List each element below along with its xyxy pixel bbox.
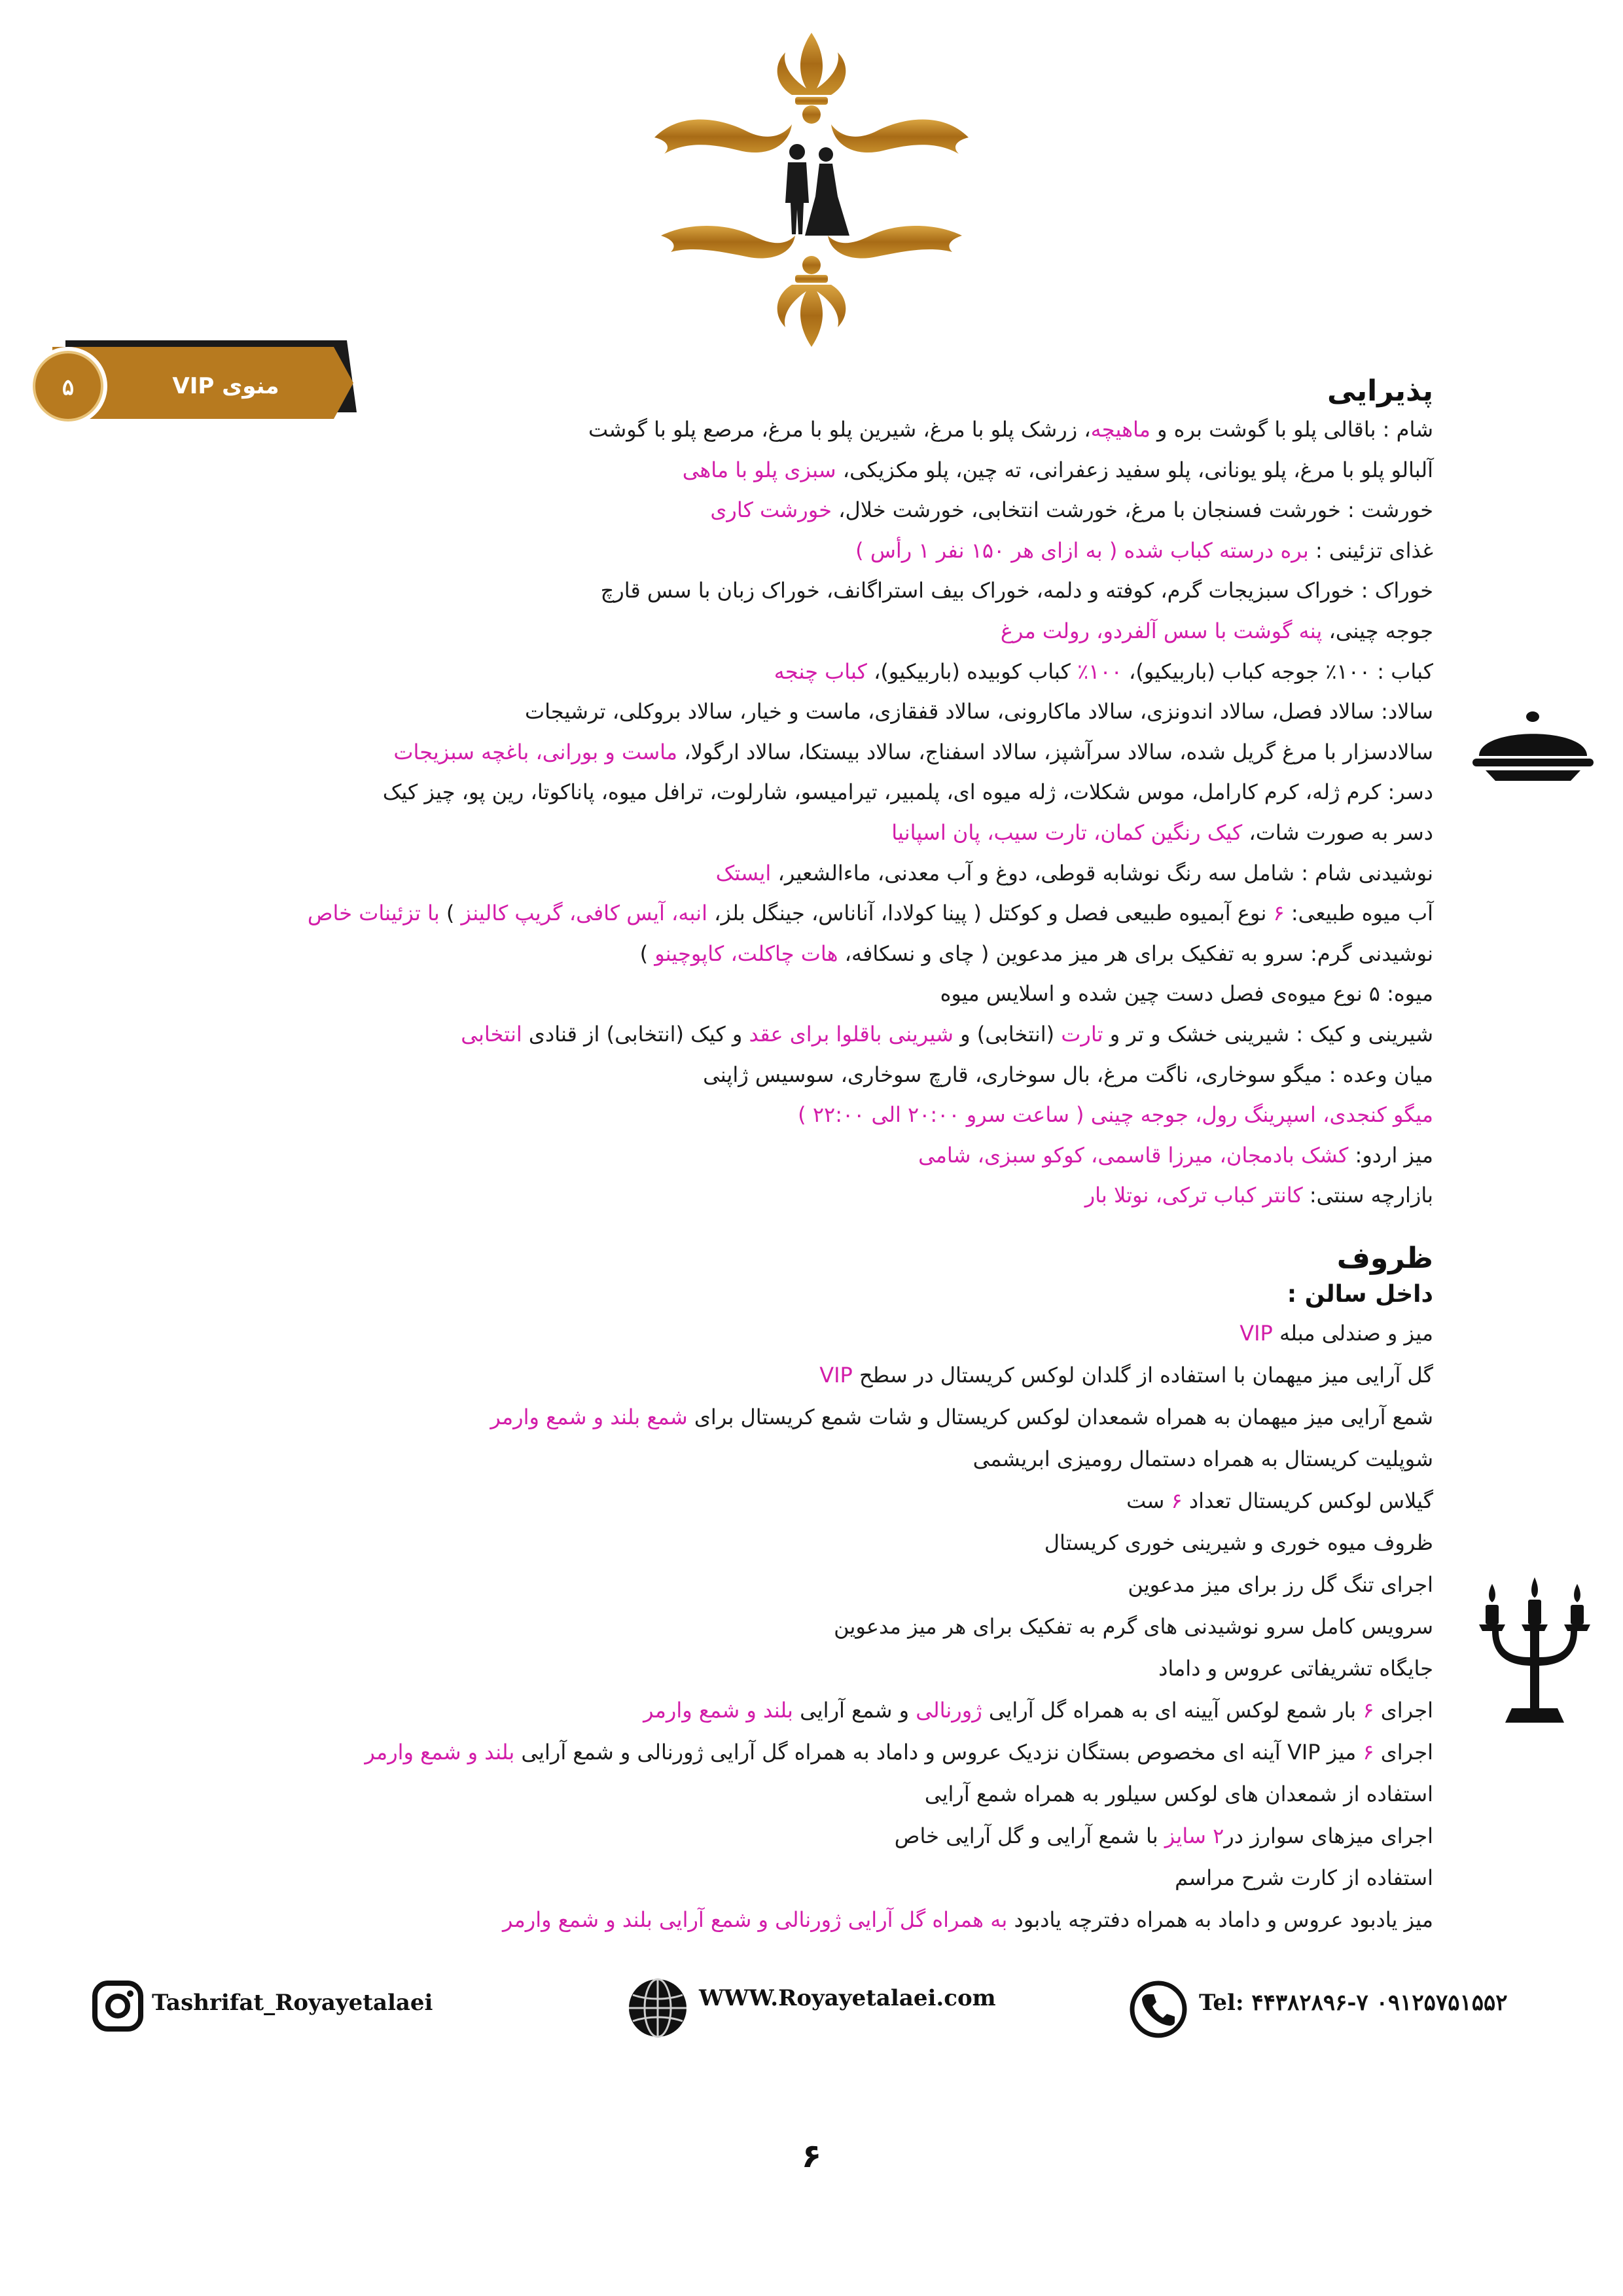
reception-line <box>59 611 1433 652</box>
body-text: بازارچه سنتی: <box>1302 1183 1433 1208</box>
highlighted-text: ۶ <box>1273 901 1285 926</box>
highlighted-text: ۱۰۰٪ <box>1077 658 1122 684</box>
body-text: نوشیدنی شام : شامل سه رنگ نوشابه قوطی، دوغ و آب معدنی، ماءالشعیر، <box>771 860 1433 886</box>
body-text: اجرای تنگ گل رز برای میز مدعوین <box>1128 1572 1433 1597</box>
highlighted-text: کیک رنگین کمان، تارت سیب، پان اسپانیا <box>891 819 1243 845</box>
body-text: شام : باقالی پلو با گوشت بره و <box>1150 417 1433 442</box>
highlighted-text: خورشت کاری <box>710 497 832 523</box>
highlighted-text: ژورنالی <box>916 1698 982 1723</box>
body-text: کباب : ۱۰۰٪ جوجه کباب (باربیکیو)، <box>1122 658 1433 684</box>
telephone-numbers[interactable]: Tel: ۴۴۳۸۲۸۹۶-۷ ۰۹۱۲۵۷۵۱۵۵۲ <box>1199 1990 1508 2016</box>
candelabra-icon <box>1472 1577 1597 1728</box>
tableware-line <box>59 1605 1433 1647</box>
body-text: گیلاس لوکس کریستال تعداد <box>1182 1488 1433 1513</box>
reception-line <box>59 1014 1433 1055</box>
tableware-line <box>59 1354 1433 1396</box>
highlighted-text: شیرینی باقلوا برای عقد <box>749 1021 954 1047</box>
body-text: میان وعده : میگو سوخاری، ناگت مرغ، بال سوخاری، قارچ سوخاری، سوسیس ژاپنی <box>703 1062 1433 1087</box>
reception-line <box>59 813 1433 853</box>
body-text: جایگاه تشریفاتی عروس و داماد <box>1158 1656 1433 1681</box>
body-text: کباب کوبیده (باربیکیو)، <box>866 658 1078 684</box>
reception-line <box>59 732 1433 773</box>
body-text: استفاده از کارت شرح مراسم <box>1175 1865 1433 1890</box>
reception-list <box>59 410 1433 1216</box>
reception-line <box>59 692 1433 732</box>
body-text: و کیک (انتخابی) از قنادی <box>522 1021 749 1047</box>
body-text: شوپلیت کریستال به همراه دستمال رومیزی ابریشمی <box>972 1446 1433 1471</box>
body-text: و شمع آرایی <box>793 1698 916 1723</box>
body-text: سالادسزار با مرغ گریل شده، سالاد سرآشپز، سالاد اسفناج، سالاد بیستکا، سالاد ارگولا، <box>677 739 1433 764</box>
highlighted-text: انبه، آیس کافی، گریپ کالینز <box>461 901 707 926</box>
highlighted-text: کباب چنجه <box>774 658 867 684</box>
body-text: آب میوه طبیعی: <box>1284 901 1433 926</box>
reception-line <box>59 450 1433 491</box>
highlighted-text: VIP <box>819 1363 853 1388</box>
tableware-line <box>59 1480 1433 1522</box>
highlighted-text: بلند و شمع وارمر <box>643 1698 793 1723</box>
highlighted-text: ۶ <box>1171 1488 1183 1513</box>
body-text: خورشت : خورشت فسنجان با مرغ، خورشت انتخابی، خورشت خلال، <box>832 497 1433 523</box>
highlighted-text: انتخابی <box>461 1021 522 1047</box>
highlighted-text: ۶ <box>1363 1740 1374 1765</box>
food-cloche-icon <box>1472 710 1594 782</box>
body-text: میز و صندلی مبله <box>1272 1321 1433 1346</box>
reception-line <box>59 893 1433 934</box>
reception-line <box>59 934 1433 975</box>
reception-line <box>59 1095 1433 1136</box>
section-number-badge: ۵ <box>62 374 75 401</box>
highlighted-text: ماست و بورانی، باغچه سبزیجات <box>393 739 678 764</box>
body-text: شیرینی و کیک : شیرینی خشک و تر و <box>1103 1021 1433 1047</box>
highlighted-text: کشک بادمجان، میرزا قاسمی، کوکو سبزی، شامی <box>918 1142 1349 1168</box>
reception-line <box>59 1055 1433 1096</box>
body-text: میز یادبود عروس و داماد به همراه دفترچه یادبود <box>1007 1907 1433 1932</box>
tableware-line <box>59 1773 1433 1815</box>
body-text: اجرای <box>1374 1740 1433 1765</box>
highlighted-text: هات چاکلت، کاپوچینو <box>654 941 838 966</box>
tableware-line <box>59 1312 1433 1354</box>
tableware-line <box>59 1564 1433 1605</box>
tableware-heading: ظروف <box>1336 1242 1433 1275</box>
reception-line <box>59 974 1433 1014</box>
body-text: استفاده از شمعدان های لوکس سیلور به همراه شمع آرایی <box>924 1782 1433 1806</box>
highlighted-text: بلند و شمع وارمر <box>365 1740 515 1765</box>
body-text: ، زرشک پلو با مرغ، شیرین پلو با مرغ، مرصع پلو با گوشت <box>588 417 1091 442</box>
reception-line <box>59 772 1433 813</box>
website-link[interactable]: WWW.Royayetalaei.com <box>699 1985 996 2011</box>
reception-line <box>59 1175 1433 1216</box>
tableware-line <box>59 1647 1433 1689</box>
tableware-subheading: داخل سالن : <box>1287 1281 1433 1308</box>
body-text: ظروف میوه خوری و شیرینی خوری کریستال <box>1044 1530 1433 1555</box>
tableware-section <box>59 1240 1433 1941</box>
tableware-line <box>59 1857 1433 1899</box>
highlighted-text: ۶ <box>1363 1698 1374 1723</box>
highlighted-text: کانتر کباب ترکی، نوتلا بار <box>1084 1183 1303 1208</box>
body-text: ست <box>1126 1488 1171 1513</box>
reception-line <box>59 410 1433 450</box>
highlighted-text: ۲ سایز <box>1164 1823 1224 1848</box>
tableware-line <box>59 1731 1433 1773</box>
body-text: سالاد: سالاد فصل، سالاد اندونزی، سالاد ماکارونی، سالاد قفقازی، ماست و خیار، سالاد بروکلی، ترشیجات <box>524 699 1433 725</box>
body-text: آلبالو پلو با مرغ، پلو یونانی، پلو سفید زعفرانی، ته چین، پلو مکزیکی، <box>836 457 1433 482</box>
tableware-list <box>59 1312 1433 1941</box>
reception-line <box>59 490 1433 531</box>
globe-icon[interactable] <box>625 1975 690 2041</box>
wedding-couple-ornament-logo <box>641 26 982 353</box>
phone-icon[interactable] <box>1129 1980 1188 2039</box>
body-text: جوجه چینی، <box>1322 618 1433 643</box>
body-text: نوشیدنی گرم: سرو به تفکیک برای هر میز مدعوین ( چای و نسکافه، <box>838 941 1433 966</box>
body-text: اجرای <box>1374 1698 1433 1723</box>
tableware-line <box>59 1689 1433 1731</box>
reception-line <box>59 1136 1433 1176</box>
body-text: غذای تزئینی : <box>1308 537 1433 563</box>
body-text: اجرای میزهای سوارز در <box>1224 1823 1433 1848</box>
reception-line <box>59 531 1433 571</box>
tableware-line <box>59 1522 1433 1564</box>
tableware-line <box>59 1438 1433 1480</box>
body-text: دسر به صورت شات، <box>1242 819 1433 845</box>
body-text: گل آرایی میز میهمان با استفاده از گلدان لوکس کریستال در سطح <box>852 1363 1433 1388</box>
reception-line <box>59 652 1433 692</box>
reception-line <box>59 853 1433 894</box>
body-text: شمع آرایی میز میهمان به همراه شمعدان لوکس کریستال و شات شمع کریستال برای <box>687 1405 1433 1429</box>
highlighted-text: با تزئینات خاص <box>307 901 440 926</box>
section-tab-label: منوی VIP <box>172 373 279 399</box>
highlighted-text: به همراه گل آرایی ژورنالی و شمع آرایی بلند و شمع وارمر <box>502 1907 1008 1932</box>
highlighted-text: ایستک <box>715 860 772 886</box>
body-text: بار شمع لوکس آیینه ای به همراه گل آرایی <box>982 1698 1363 1723</box>
body-text: سرویس کامل سرو نوشیدنی های گرم به تفکیک برای هر میز مدعوین <box>834 1614 1433 1639</box>
highlighted-text: پنه گوشت با سس آلفردو، رولت مرغ <box>1000 618 1323 643</box>
body-text: (انتخابی) و <box>953 1021 1061 1047</box>
highlighted-text: بره درسته کباب شده ( به ازای هر ۱۵۰ نفر ۱ رأس ) <box>855 537 1309 563</box>
body-text: ) <box>439 901 461 926</box>
body-text: خوراک : خوراک سبزیجات گرم، کوفته و دلمه، خوراک بیف استراگانف، خوراک زبان با سس قارچ <box>600 578 1433 603</box>
reception-heading: پذیرایی <box>1327 374 1433 408</box>
highlighted-text: تارت <box>1061 1021 1103 1047</box>
highlighted-text: سبزی پلو با ماهی <box>682 457 836 482</box>
tableware-line <box>59 1396 1433 1438</box>
page-number: ۶ <box>801 2137 822 2175</box>
body-text: میوه: ۵ نوع میوه‌ی فصل دست چین شده و اسلایس میوه <box>940 981 1433 1007</box>
highlighted-text: میگو کنجدی، اسپرینگ رول، جوجه چینی ( ساعت سرو ۲۰:۰۰ الی ۲۲:۰۰ ) <box>798 1102 1433 1128</box>
body-text: ) <box>639 941 655 966</box>
body-text: میز VIP آینه ای مخصوص بستگان نزدیک عروس و داماد به همراه گل آرایی ژورنالی و شمع آرایی <box>514 1740 1363 1765</box>
instagram-icon[interactable] <box>92 1980 144 2032</box>
highlighted-text: ماهیچه <box>1090 417 1150 442</box>
reception-line <box>59 571 1433 611</box>
instagram-handle[interactable]: Tashrifat_Royayetalaei <box>152 1990 433 2016</box>
highlighted-text: شمع بلند و شمع وارمر <box>490 1405 688 1429</box>
body-text: میز اردو: <box>1348 1142 1433 1168</box>
reception-section <box>59 373 1433 1216</box>
tableware-line <box>59 1899 1433 1941</box>
highlighted-text: VIP <box>1240 1321 1273 1346</box>
body-text: نوع آبمیوه طبیعی فصل و کوکتل ( پینا کولادا، آناناس، جینگل بلز، <box>707 901 1274 926</box>
body-text: دسر: کرم ژله، کرم کارامل، موس شکلات، ژله میوه ای، پلمبیر، تیرامیسو، شارلوت، ترافل میوه، پاناکوتا، رین پو، چیز کیک <box>382 780 1433 805</box>
tableware-line <box>59 1815 1433 1857</box>
body-text: با شمع آرایی و گل آرایی خاص <box>894 1823 1165 1848</box>
